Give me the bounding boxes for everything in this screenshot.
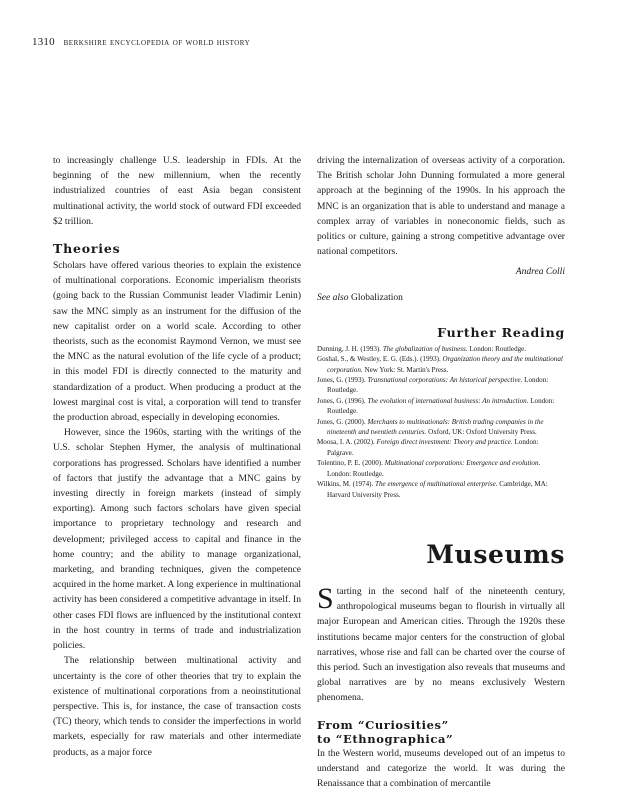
reference-publisher: London: Routledge. bbox=[327, 469, 384, 478]
reference-entry bbox=[317, 458, 565, 479]
reference-entry bbox=[317, 375, 565, 396]
reference-publisher: London: Routledge. bbox=[327, 396, 555, 416]
author-byline: Andrea Colli bbox=[515, 266, 565, 278]
left-column bbox=[53, 153, 301, 760]
reference-entry bbox=[317, 354, 565, 375]
see-also-label: See also bbox=[317, 291, 349, 303]
theories-paragraph-1: Scholars have offered various theories to explain the existence of multinational corporations. Economic imperialism theorists (going back to the Russian Communist leader Vladimir Lenin) saw the MNC simply as an instrument for the diffusion of the new capitalist order on a world scale. According to other theorists, such as the economist Raymond Vernon, we must see the MNC as the natural evolution of the life cycle of a product; in this model FDI is directly connected to the maturity and standardization of a product. When producing a product at the lowest marginal cost is vital, a corporation will tend to transfer the production abroad, especially in developing economies. bbox=[53, 260, 301, 424]
reference-publisher: New York: St. Martin's Press. bbox=[362, 365, 449, 374]
reference-publisher: London: Routledge. bbox=[467, 344, 527, 353]
theories-paragraph-3: The relationship between multinational activity and uncertainty is the core of other theories that try to explain the existence of multinational corporations from a neoinstitutional perspective. This is, for instance, the case of transaction costs (TC) theory, which tends to consider the imperfections in world markets, especially for raw materials and other intermediate products, as a major force bbox=[53, 655, 301, 758]
reference-publisher: Oxford, UK: Oxford University Press. bbox=[426, 428, 537, 437]
reference-title: Foreign direct investment: Theory and practice. bbox=[376, 438, 513, 447]
see-also bbox=[317, 290, 565, 305]
reference-author: Dunning, J. H. (1993). bbox=[317, 344, 383, 353]
running-title: berkshire encyclopedia of world history bbox=[63, 37, 251, 48]
reference-entry bbox=[317, 479, 565, 500]
museums-title: Museums bbox=[426, 539, 565, 569]
reference-author: Wilkins, M. (1974). bbox=[317, 480, 376, 489]
continuation-paragraph: driving the internalization of overseas activity of a corporation. The British scholar John Dunning formulated a more general approach at the beginning of the 1990s. In his approach the MNC is an organization that is able to understand and manage a complex array of variables in noneconomic fields, such as politics or culture, gaining a strong competitive advantage over national competitors. bbox=[317, 155, 565, 258]
theories-heading: Theories bbox=[53, 241, 121, 257]
reference-entry bbox=[317, 437, 565, 458]
reference-author: Jones, G. (1993). bbox=[317, 376, 368, 385]
subsection-heading bbox=[317, 718, 565, 746]
reference-entry bbox=[317, 396, 565, 417]
drop-cap: S bbox=[317, 581, 334, 615]
right-column bbox=[317, 153, 565, 791]
reference-title: Transnational corporations: An historical perspective. bbox=[367, 376, 523, 385]
reference-title: Multinational corporations: Emergence and evolution. bbox=[384, 459, 541, 468]
reference-publisher: Cambridge, MA: Harvard University Press. bbox=[327, 480, 548, 499]
museums-paragraph-2: In the Western world, museums developed out of an impetus to understand and categorize the world. It was during the Renaissance that a combination of mercantile bbox=[317, 747, 565, 789]
reference-title: Organization theory and the multinational corporation. bbox=[327, 355, 563, 374]
reference-author: Jones, G. (2000). bbox=[317, 417, 368, 426]
reference-publisher: London: Palgrave. bbox=[327, 438, 539, 457]
museums-intro-text: tarting in the second half of the nineteenth century, anthropological museums began to flourish in virtually all major European and American cities. Through the 1920s these institutions became major centers for the construction of global narratives, whose rise and fall can be charted over the course of this period. Such an investigation also reveals that museums and global narratives are by no means exclusively Western phenomena. bbox=[317, 585, 565, 704]
running-header bbox=[32, 36, 250, 48]
reference-title: Merchants to multinationals: British trading companies in the nineteenth and twentieth centuries. bbox=[327, 417, 544, 437]
theories-paragraph-2: However, since the 1960s, starting with the writings of the U.S. scholar Stephen Hymer, the analysis of multinational corporations has progressed. Scholars have identified a number of factors that justify the advantage that a MNC gains by investing directly in foreign markets (instead of simply exporting). Among such factors scholars have given special importance to proprietary technology and research and development; privileged access to capital and finance in the home country; and the ability to manage organizational, marketing, and branding techniques, given the competence acquired in the home market. A long experience in multinational activity has been considered a competitive advantage in itself. In other cases FDI flows are influenced by the institutional context in the host country in terms of trade and industrialization policies. bbox=[53, 427, 301, 652]
museums-intro-paragraph bbox=[317, 581, 565, 706]
see-also-link[interactable]: Globalization bbox=[350, 291, 403, 303]
reference-list bbox=[317, 344, 565, 500]
reference-title: The evolution of international business: An introduction. bbox=[367, 396, 529, 405]
subsection-heading-line-2: to “Ethnographica” bbox=[317, 731, 454, 746]
reference-author: Tolentino, P. E. (2000). bbox=[317, 459, 385, 468]
intro-paragraph: to increasingly challenge U.S. leadership in FDIs. At the beginning of the new millennium, when the recently industrialized countries of east Asia began consistent multinational activity, the world stock of outward FDI exceeded $2 trillion. bbox=[53, 155, 301, 227]
reference-entry bbox=[317, 417, 565, 438]
reference-entry bbox=[317, 344, 565, 354]
reference-title: The globalization of business. bbox=[382, 344, 468, 353]
subsection-heading-line-1: From “Curiosities” bbox=[317, 717, 449, 732]
reference-author: Moosa, I. A. (2002). bbox=[317, 438, 377, 447]
page-number: 1310 bbox=[32, 36, 55, 48]
reference-title: The emergence of multinational enterprise. bbox=[375, 480, 498, 489]
reference-author: Jones, G. (1996). bbox=[317, 396, 368, 405]
reference-publisher: London: Routledge. bbox=[327, 376, 549, 395]
further-reading-heading: Further Reading bbox=[437, 324, 565, 340]
reference-author: Goshal, S., & Westley, E. G. (Eds.). (1993). bbox=[317, 355, 443, 364]
